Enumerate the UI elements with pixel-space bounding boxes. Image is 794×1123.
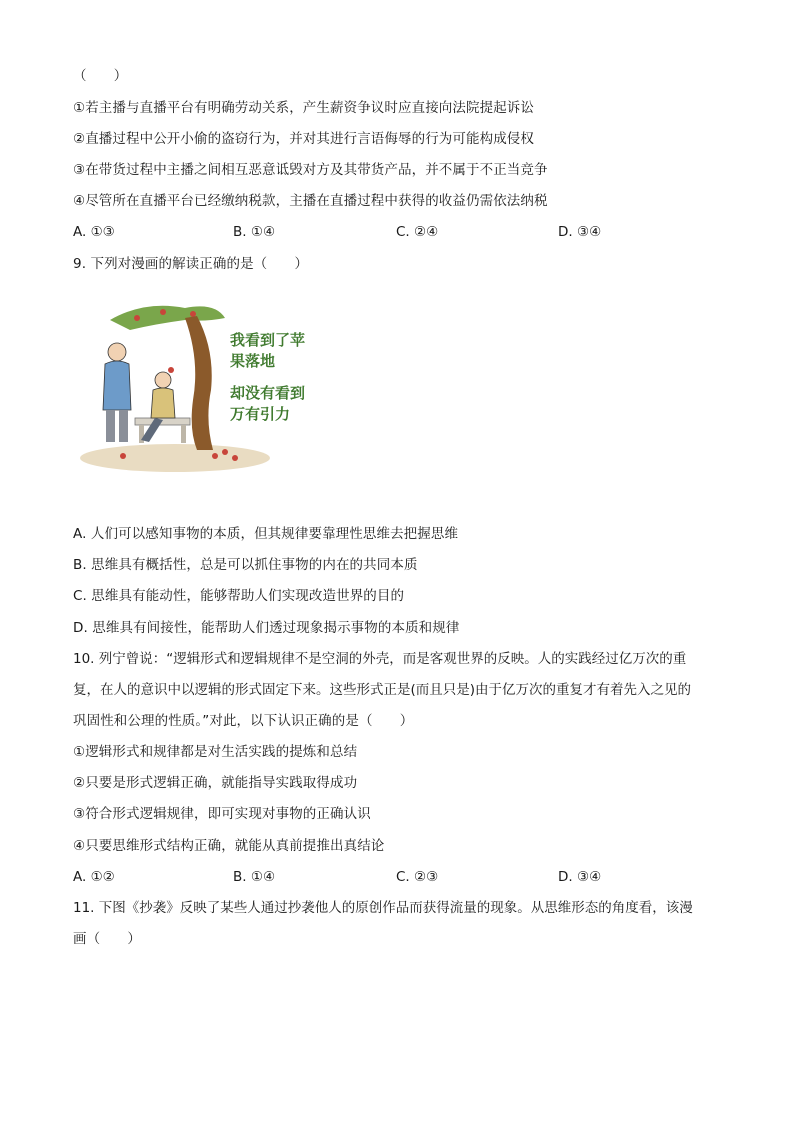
q9-option-b: B. 思维具有概括性，总是可以抓住事物的内在的共同本质 (73, 557, 418, 573)
q9-option-d: D. 思维具有间接性，能帮助人们透过现象揭示事物的本质和规律 (73, 620, 460, 636)
q10-stem-line-3: 巩固性和公理的性质。”对此，以下认识正确的是（ ） (73, 713, 414, 729)
q9-stem: 9. 下列对漫画的解读正确的是（ ） (73, 256, 309, 272)
q10-stem-line-1: 10. 列宁曾说：“逻辑形式和逻辑规律不是空洞的外壳，而是客观世界的反映。人的实践经过亿万次的重 (73, 651, 687, 667)
q8-option-d: D. ③④ (558, 224, 602, 240)
q8-statement-2: ②直播过程中公开小偷的盗窃行为，并对其进行言语侮辱的行为可能构成侵权 (73, 131, 535, 147)
q8-option-b: B. ①④ (233, 224, 276, 240)
q10-statement-1: ①逻辑形式和规律都是对生活实践的提炼和总结 (73, 744, 358, 760)
q9-option-c: C. 思维具有能动性，能够帮助人们实现改造世界的目的 (73, 588, 405, 604)
q9-option-a: A. 人们可以感知事物的本质，但其规律要靠理性思维去把握思维 (73, 526, 459, 542)
q11-stem-line-2: 画（ ） (73, 931, 141, 947)
newton-apple-cartoon (75, 300, 325, 475)
q10-stem-line-2: 复，在人的意识中以逻辑的形式固定下来。这些形式正是(而且只是)由于亿万次的重复才有着先入之见的 (73, 682, 692, 698)
q8-statement-1: ①若主播与直播平台有明确劳动关系，产生薪资争议时应直接向法院提起诉讼 (73, 100, 535, 116)
q10-statement-3: ③符合形式逻辑规律，即可实现对事物的正确认识 (73, 806, 371, 822)
cartoon-text-2: 果落地 (230, 352, 276, 370)
q8-stem-tail: （ ） (73, 68, 128, 84)
q8-statement-3: ③在带货过程中主播之间相互恶意诋毁对方及其带货产品，并不属于不正当竞争 (73, 162, 548, 178)
q10-option-b: B. ①④ (233, 869, 276, 885)
q8-statement-4: ④尽管所在直播平台已经缴纳税款，主播在直播过程中获得的收益仍需依法纳税 (73, 193, 548, 209)
q10-option-c: C. ②③ (396, 869, 439, 885)
q8-option-c: C. ②④ (396, 224, 439, 240)
cartoon-text-4: 万有引力 (230, 405, 291, 423)
q10-statement-2: ②只要是形式逻辑正确，就能指导实践取得成功 (73, 775, 358, 791)
q11-stem-line-1: 11. 下图《抄袭》反映了某些人通过抄袭他人的原创作品而获得流量的现象。从思维形态的角度看，该漫 (73, 900, 693, 916)
cartoon-text-3: 却没有看到 (230, 384, 306, 402)
q10-option-a: A. ①② (73, 869, 115, 885)
cartoon-text-1: 我看到了苹 (230, 331, 306, 349)
q8-option-a: A. ①③ (73, 224, 115, 240)
q10-option-d: D. ③④ (558, 869, 602, 885)
q10-statement-4: ④只要思维形式结构正确，就能从真前提推出真结论 (73, 838, 385, 854)
